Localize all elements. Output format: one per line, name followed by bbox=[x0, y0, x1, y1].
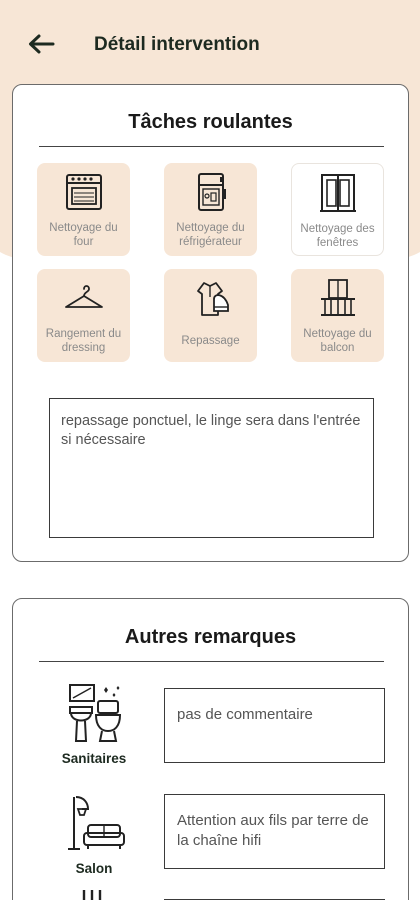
page-title: Détail intervention bbox=[94, 34, 260, 55]
task-fridge-cleaning[interactable] bbox=[164, 163, 257, 256]
arrow-left-icon bbox=[27, 33, 55, 55]
task-balcony-cleaning[interactable] bbox=[291, 269, 384, 362]
task-label: Nettoyage des fenêtres bbox=[300, 223, 375, 249]
other-remarks-title: Autres remarques bbox=[124, 626, 297, 648]
fridge-icon bbox=[190, 171, 232, 213]
task-oven-cleaning[interactable] bbox=[37, 163, 130, 256]
back-button[interactable] bbox=[26, 30, 56, 58]
rolling-tasks-card bbox=[12, 84, 409, 562]
kitchen-utensils-icon bbox=[62, 888, 126, 900]
task-ironing[interactable] bbox=[164, 269, 257, 362]
task-label: Rangement du dressing bbox=[45, 328, 122, 354]
task-window-cleaning[interactable] bbox=[291, 163, 384, 256]
top-bar bbox=[0, 0, 420, 88]
hanger-icon bbox=[63, 277, 105, 319]
title-divider bbox=[39, 661, 384, 662]
room-salon bbox=[39, 793, 149, 876]
oven-icon bbox=[63, 171, 105, 213]
room-label: Sanitaires bbox=[61, 751, 127, 766]
rolling-tasks-note[interactable]: repassage ponctuel, le linge sera dans l'entrée si nécessaire bbox=[49, 398, 374, 538]
sofa-lamp-icon bbox=[62, 793, 126, 855]
room-label: Salon bbox=[75, 861, 113, 876]
toilet-sink-icon bbox=[62, 683, 126, 745]
room-sanitaires bbox=[39, 683, 149, 766]
balcony-icon bbox=[317, 277, 359, 319]
iron-icon bbox=[190, 277, 232, 319]
other-remarks-card bbox=[12, 598, 409, 900]
task-label: Repassage bbox=[181, 335, 240, 347]
task-label: Nettoyage du réfrigérateur bbox=[176, 222, 245, 248]
rolling-tasks-title: Tâches roulantes bbox=[128, 111, 293, 133]
task-wardrobe-tidying[interactable] bbox=[37, 269, 130, 362]
remark-input-salon[interactable]: Attention aux fils par terre de la chaîne hifi bbox=[164, 794, 385, 869]
room-cuisine bbox=[39, 888, 149, 900]
title-divider bbox=[39, 146, 384, 147]
task-label: Nettoyage du balcon bbox=[303, 328, 372, 354]
window-icon bbox=[317, 172, 359, 214]
remark-input-sanitaires[interactable]: pas de commentaire bbox=[164, 688, 385, 763]
task-label: Nettoyage du four bbox=[49, 222, 118, 248]
